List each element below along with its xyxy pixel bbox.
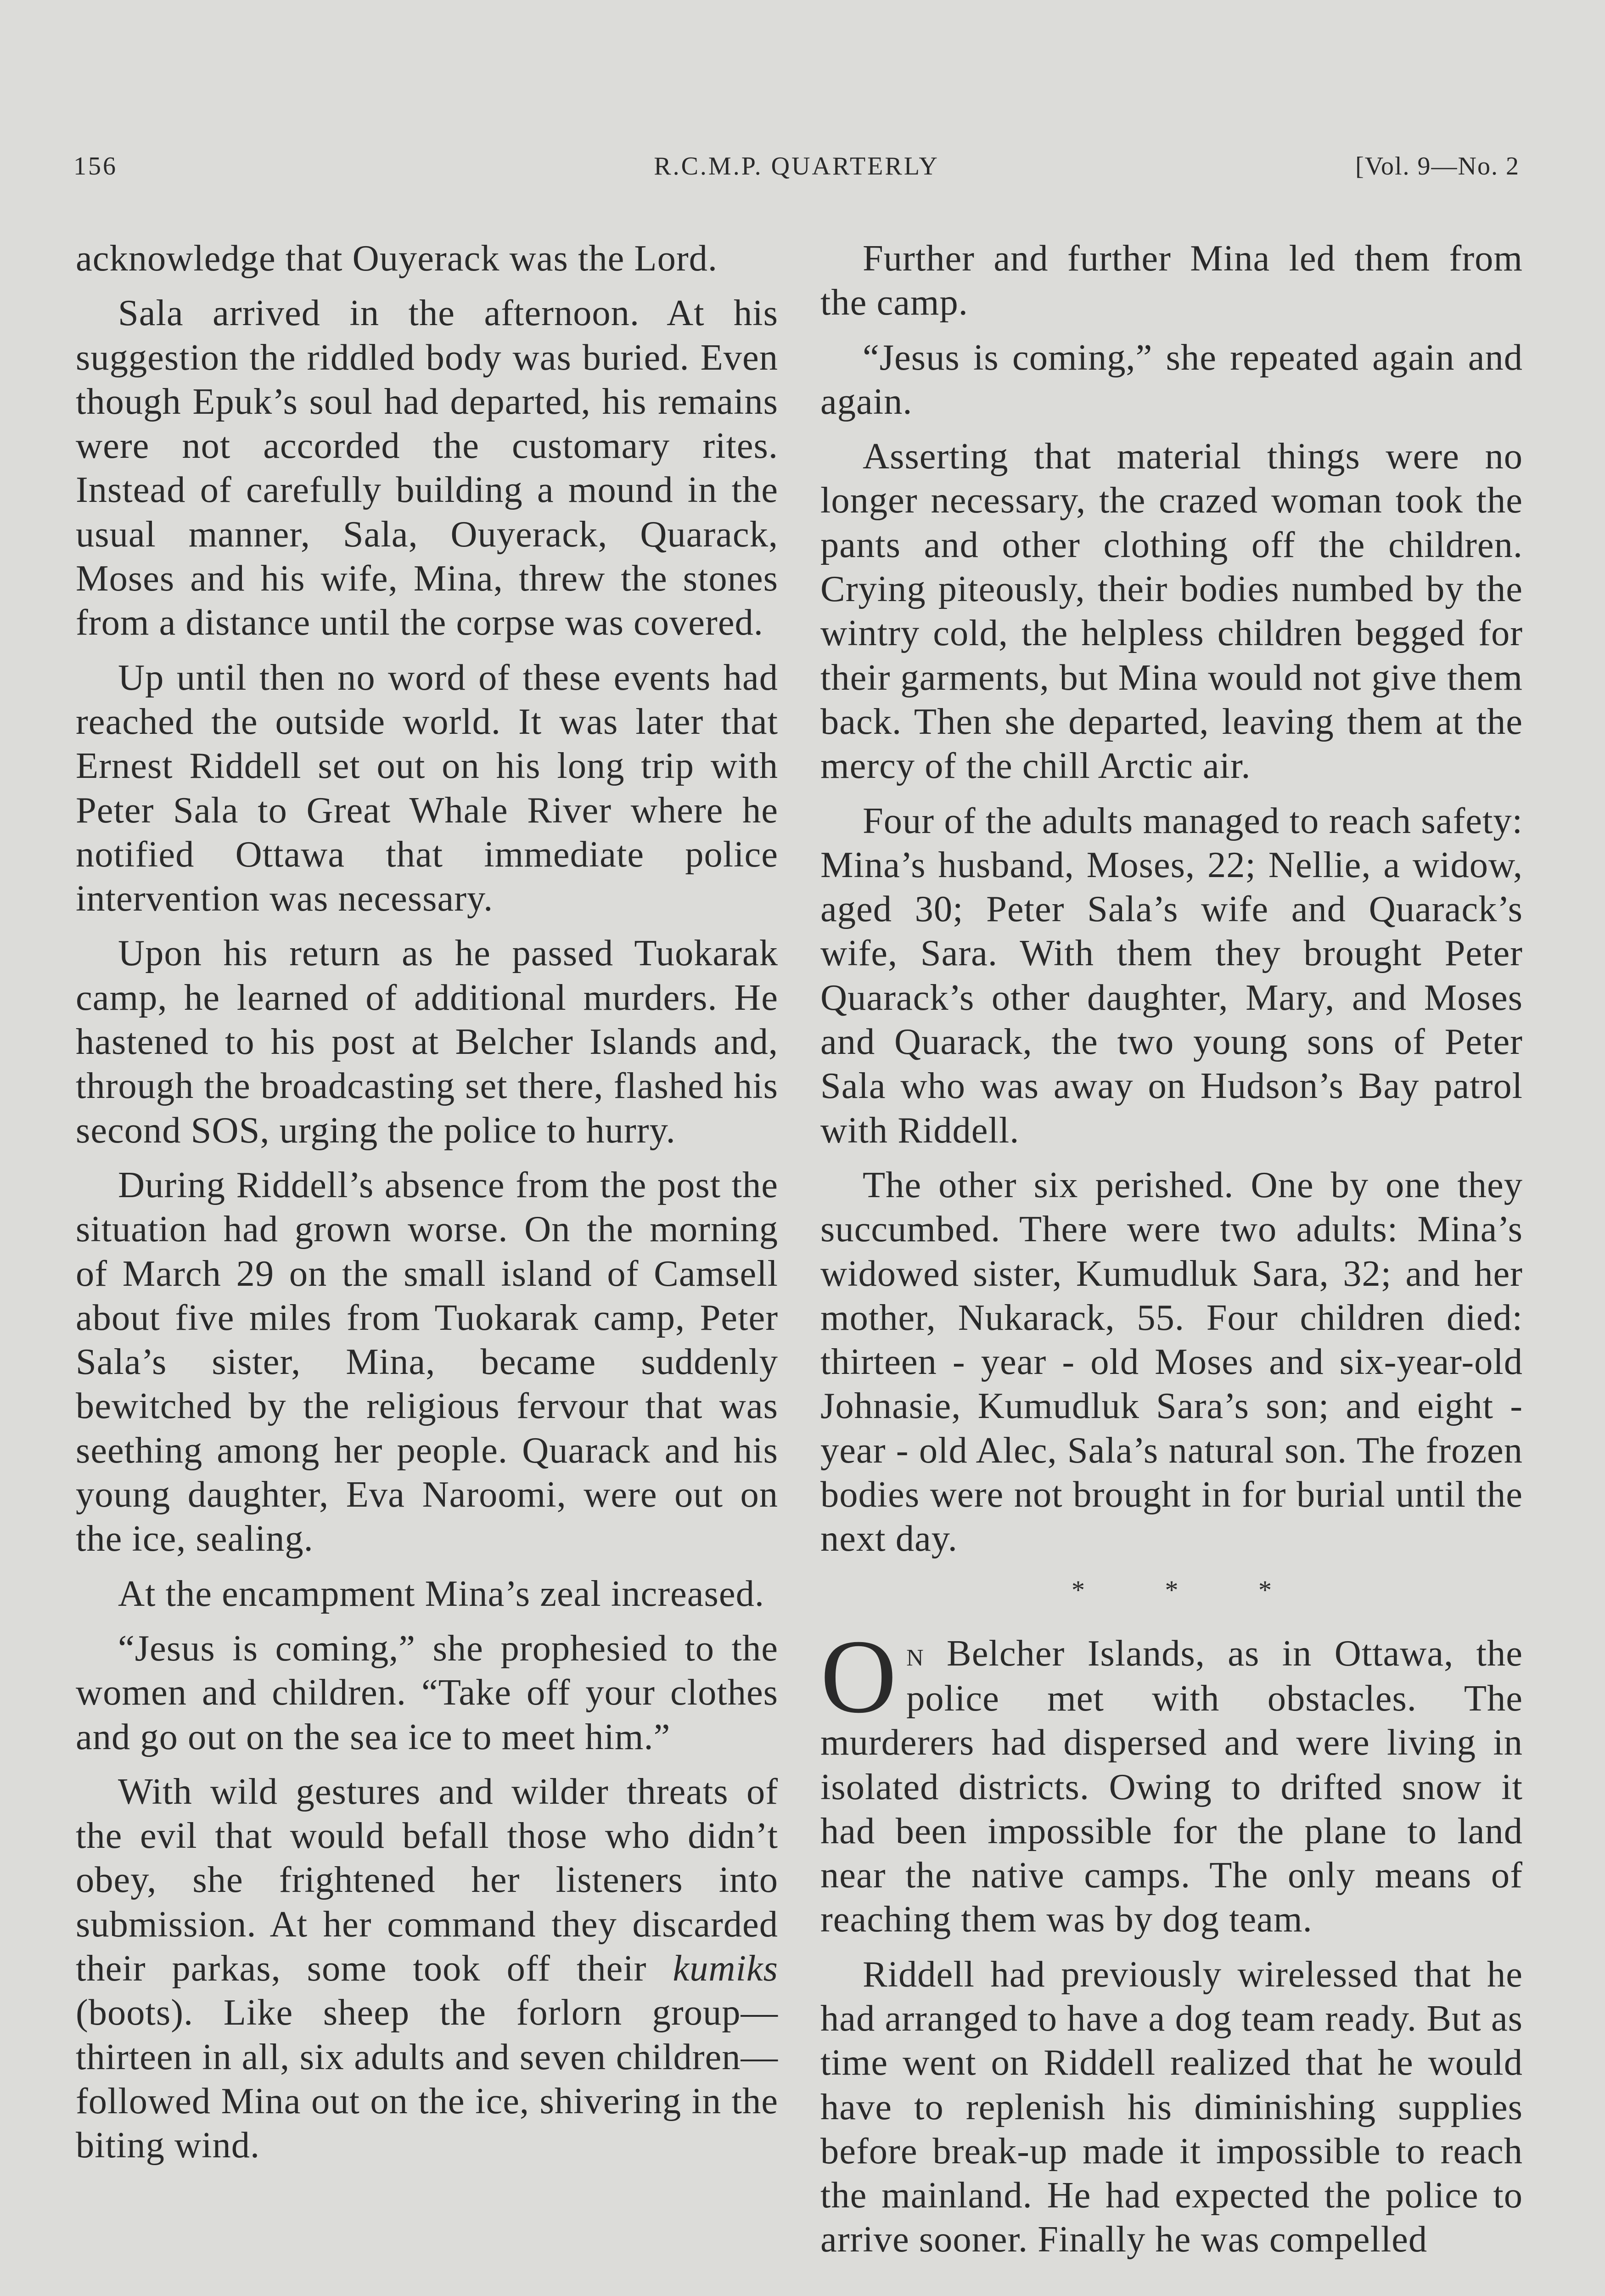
- dropcap-paragraph: [820, 1617, 1523, 1942]
- paragraph: “Jesus is coming,” she repeated again and again.: [820, 337, 1523, 422]
- paragraph-text: Belcher Islands, as in Ottawa, the police met with obstacles. The murderers had dispersed and were living in isolated districts. Owing to drifted snow it had been impossible for the plane to land near the native camps. The only means of reaching them was by dog team.: [820, 1632, 1523, 1940]
- paragraph: During Riddell’s absence from the post the situation had grown worse. On the morning of March 29 on the small island of Camsell about five miles from Tuokarak camp, Peter Sala’s sister, Mina, became suddenly bewitched by the religious fervour that was seething among her people. Quarack and his young daughter, Eva Naroomi, were out on the ice, sealing.: [76, 1164, 778, 1559]
- section-break: * * *: [1072, 1575, 1272, 1605]
- paragraph: Up until then no word of these events had reached the outside world. It was later that Ernest Riddell set out on his long trip with Peter Sala to Great Whale River where he notified Ottawa that immediate police intervention was necessary.: [76, 657, 778, 919]
- paragraph: At the encampment Mina’s zeal increased.: [118, 1573, 764, 1614]
- paragraph: “Jesus is coming,” she prophesied to the women and children. “Take off your clothes and go out on the sea ice to meet him.”: [76, 1627, 778, 1757]
- paragraph: Four of the adults managed to reach safety: Mina’s husband, Moses, 22; Nellie, a widow, aged 30; Peter Sala’s wife and Quarack’s wife, Sara. With them they brought Peter Quarack’s other daughter, Mary, and Moses and Quarack, the two young sons of Peter Sala who was away on Hudson’s Bay patrol with Riddell.: [820, 800, 1523, 1151]
- left-column: [76, 236, 778, 2178]
- page-number: 156: [73, 152, 118, 180]
- paragraph-text: With wild gestures and wilder threats of the evil that would befall those who didn’t obey, she frightened her listeners into submission. At her command they discarded their parkas, some took off their: [76, 1771, 778, 1989]
- paragraph: Riddell had previously wirelessed that he had arranged to have a dog team ready. But as time went on Riddell realized that he would have to replenish his diminishing supplies before break-up made it impossible to reach the mainland. He had expected the police to arrive sooner. Finally he was compelled: [820, 1953, 1523, 2260]
- paragraph: Upon his return as he passed Tuokarak camp, he learned of additional murders. He hastened to his post at Belcher Islands and, through the broadcasting set there, flashed his second SOS, urging the police to hurry.: [76, 933, 778, 1151]
- paragraph-text: (boots). Like sheep the forlorn group—thirteen in all, six adults and seven children—followed Mina out on the ice, shivering in the biting wind.: [76, 1992, 778, 2166]
- issue-label: [Vol. 9—No. 2: [1355, 152, 1520, 180]
- paragraph: acknowledge that Ouyerack was the Lord.: [76, 238, 718, 279]
- drop-cap: O: [820, 1617, 898, 1735]
- paragraph: [76, 1770, 778, 2168]
- right-column: [820, 236, 1523, 2273]
- paragraph: Further and further Mina led them from the camp.: [820, 238, 1523, 323]
- paragraph: Sala arrived in the afternoon. At his suggestion the riddled body was buried. Even though Epuk’s soul had departed, his remains were not accorded the customary rites. Instead of carefully building a mound in the usual manner, Sala, Ouyerack, Quarack, Moses and his wife, Mina, threw the stones from a distance until the corpse was covered.: [76, 293, 778, 643]
- page-header: [73, 152, 1520, 193]
- paragraph: The other six perished. One by one they succumbed. There were two adults: Mina’s widowed sister, Kumudluk Sara, 32; and her mother, Nukarack, 55. Four children died: thirteen - year - old Moses and six-year-old Johnasie, Kumudluk Sara’s son; and eight - year - old Alec, Sala’s natural son. The frozen bodies were not brought in for burial until the next day.: [820, 1164, 1523, 1559]
- italic-term: kumiks: [673, 1947, 778, 1989]
- small-caps-lead: n: [906, 1635, 924, 1673]
- paragraph: Asserting that material things were no longer necessary, the crazed woman took the pants and other clothing off the children. Crying piteously, their bodies numbed by the wintry cold, the helpless children begged for their garments, but Mina would not give them back. Then she departed, leaving them at the mercy of the chill Arctic air.: [820, 436, 1523, 787]
- running-title: R.C.M.P. QUARTERLY: [654, 152, 939, 180]
